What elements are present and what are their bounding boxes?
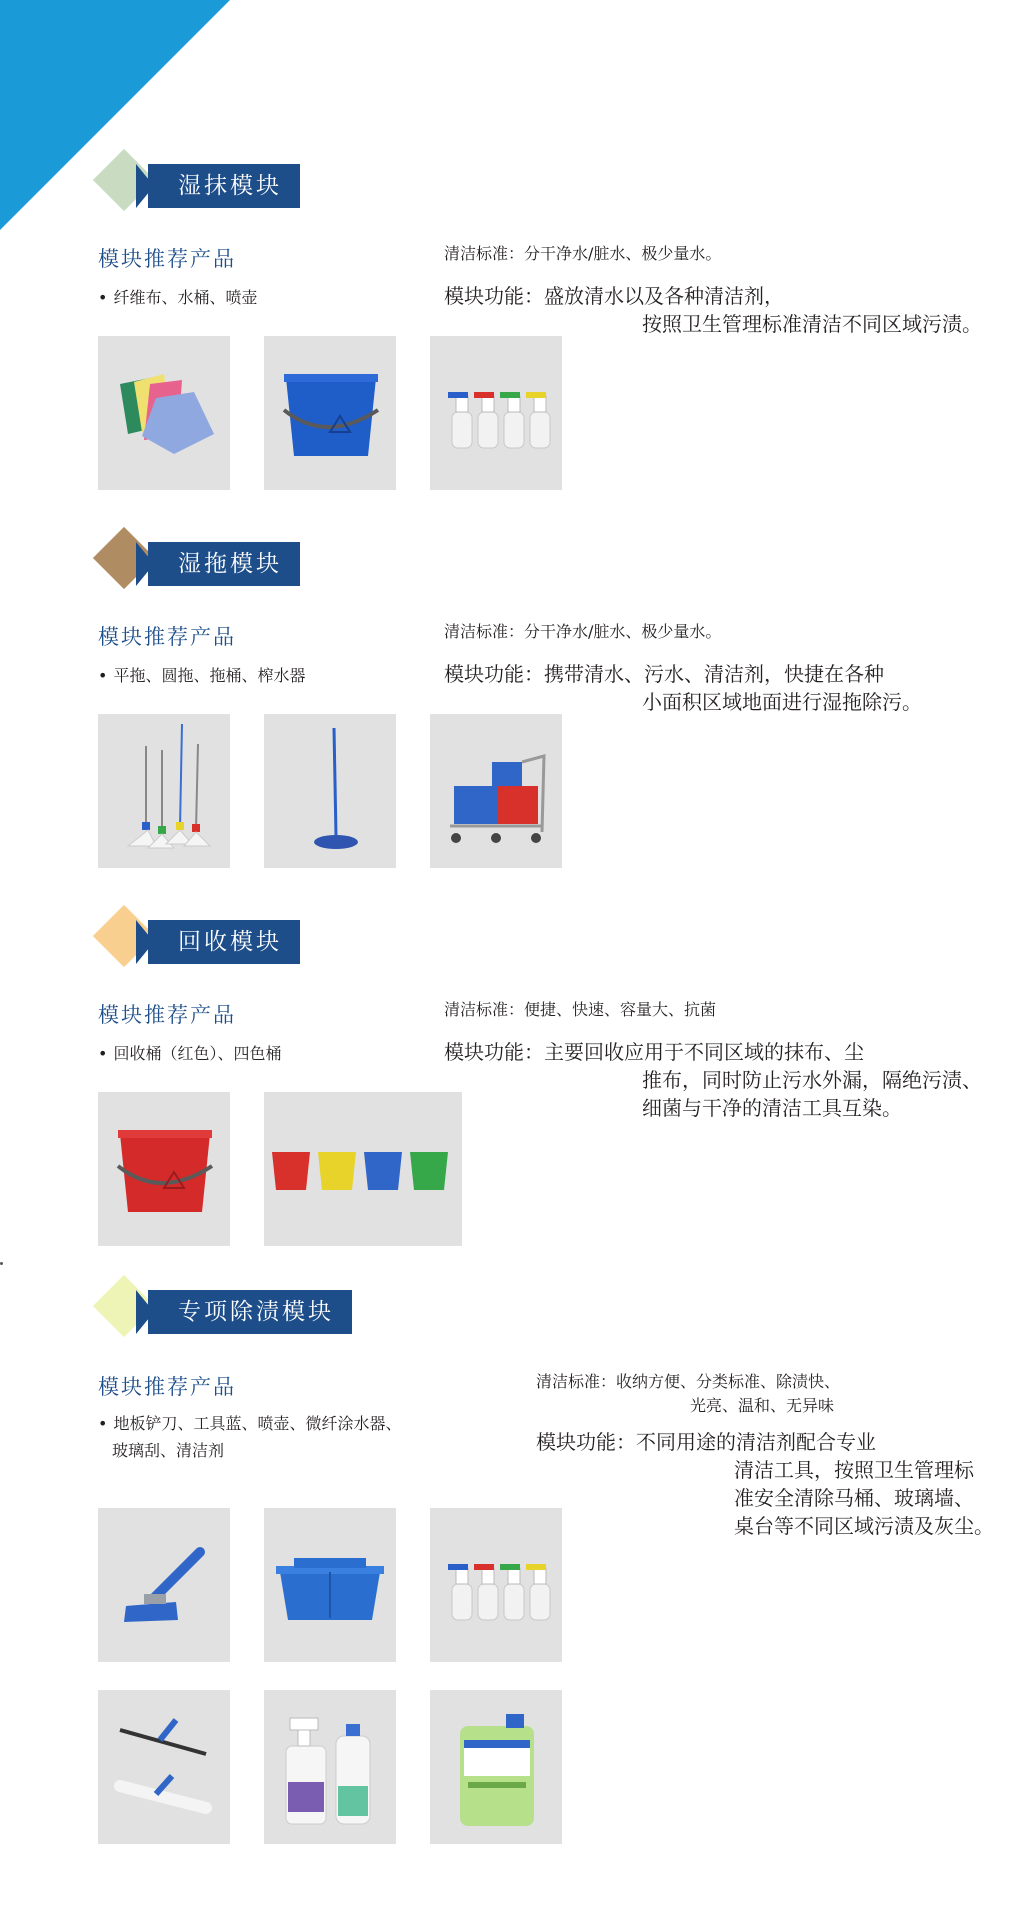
recommended-products-title: 模块推荐产品 bbox=[98, 625, 236, 649]
function-line: 清洁工具，按照卫生管理标 bbox=[734, 1458, 974, 1482]
mops-icon bbox=[98, 714, 230, 868]
four-buckets-icon bbox=[264, 1092, 462, 1246]
section-wet-wipe bbox=[0, 150, 1024, 500]
cleaning-standard-line: 清洁标准：便捷、快速、容量大、抗菌 bbox=[444, 1000, 717, 1019]
bullet-icon: • bbox=[98, 666, 108, 685]
section-title: 湿抹模块 bbox=[148, 164, 300, 208]
module-function bbox=[444, 660, 922, 716]
function-line: 模块功能：携带清水、污水、清洁剂，快捷在各种 bbox=[444, 662, 884, 686]
tool-caddy-icon bbox=[264, 1508, 396, 1662]
spray-bottles-icon bbox=[430, 1508, 562, 1662]
section-wet-mop bbox=[0, 528, 1024, 878]
cleaning-standard bbox=[444, 620, 721, 644]
cleaning-standard-line: 清洁标准：分干净水/脏水、极少量水。 bbox=[444, 244, 722, 263]
spray-bottles-image-2 bbox=[430, 1508, 562, 1662]
squeegee-icon bbox=[98, 1690, 230, 1844]
blue-bucket-icon bbox=[264, 336, 396, 490]
recommended-products-title: 模块推荐产品 bbox=[98, 1375, 236, 1399]
spray-bottles-image bbox=[430, 336, 562, 490]
product-list-text: 平拖、圆拖、拖桶、榨水器 bbox=[113, 666, 306, 685]
cleaning-standard-line: 清洁标准：分干净水/脏水、极少量水。 bbox=[444, 622, 722, 641]
microfiber-cloths-icon bbox=[98, 336, 230, 490]
window-squeegee-image bbox=[98, 1690, 230, 1844]
function-line: 按照卫生管理标准清洁不同区域污渍。 bbox=[642, 312, 982, 336]
cleaning-standard bbox=[444, 242, 721, 266]
floor-scraper-image bbox=[98, 1508, 230, 1662]
recommended-products-title: 模块推荐产品 bbox=[98, 1003, 236, 1027]
product-list bbox=[98, 662, 305, 689]
detergent-jug-image bbox=[430, 1690, 562, 1844]
cleaner-bottles-image bbox=[264, 1690, 396, 1844]
floor-scraper-icon bbox=[98, 1508, 230, 1662]
round-mop-image bbox=[264, 714, 396, 868]
function-line: 模块功能：主要回收应用于不同区域的抹布、尘 bbox=[444, 1040, 864, 1064]
four-color-buckets-image bbox=[264, 1092, 462, 1246]
bullet-icon: • bbox=[98, 1414, 108, 1433]
product-list-line: 玻璃刮、清洁剂 bbox=[112, 1441, 225, 1460]
spray-bottles-icon bbox=[430, 336, 562, 490]
function-line: 模块功能：盛放清水以及各种清洁剂， bbox=[444, 284, 784, 308]
product-list-line: 地板铲刀、工具蓝、喷壶、微纤涂水器、 bbox=[113, 1414, 402, 1433]
product-list bbox=[98, 284, 257, 311]
microfiber-cloths-image bbox=[98, 336, 230, 490]
cleaning-standard-line: 光亮、温和、无异味 bbox=[690, 1396, 835, 1415]
tool-caddy-image bbox=[264, 1508, 396, 1662]
cleaning-standard-line: 清洁标准：收纳方便、分类标准、除渍快、 bbox=[536, 1372, 841, 1391]
round-mop-icon bbox=[264, 714, 396, 868]
module-function bbox=[444, 1038, 982, 1122]
product-list bbox=[98, 1040, 281, 1067]
red-bucket-icon bbox=[98, 1092, 230, 1246]
margin-dot bbox=[0, 1262, 3, 1265]
function-line: 模块功能：不同用途的清洁剂配合专业 bbox=[536, 1430, 876, 1454]
mop-trolley-icon bbox=[430, 714, 562, 868]
function-line: 准安全清除马桶、玻璃墙、 bbox=[734, 1486, 974, 1510]
module-function bbox=[444, 282, 982, 338]
detergent-jug-icon bbox=[430, 1690, 562, 1844]
section-title: 回收模块 bbox=[148, 920, 300, 964]
section-title: 湿拖模块 bbox=[148, 542, 300, 586]
bullet-icon: • bbox=[98, 1044, 108, 1063]
bucket-image bbox=[264, 336, 396, 490]
bullet-icon: • bbox=[98, 288, 108, 307]
function-line: 桌台等不同区域污渍及灰尘。 bbox=[734, 1514, 994, 1538]
product-list bbox=[98, 1410, 401, 1464]
red-bucket-image bbox=[98, 1092, 230, 1246]
product-list-text: 纤维布、水桶、喷壶 bbox=[113, 288, 258, 307]
cleaner-bottles-icon bbox=[264, 1690, 396, 1844]
product-list-text: 回收桶（红色）、四色桶 bbox=[113, 1044, 282, 1063]
function-line: 细菌与干净的清洁工具互染。 bbox=[642, 1096, 902, 1120]
section-title: 专项除渍模块 bbox=[148, 1290, 352, 1334]
recommended-products-title: 模块推荐产品 bbox=[98, 247, 236, 271]
section-stain-removal bbox=[0, 1276, 1024, 1836]
section-recycle bbox=[0, 906, 1024, 1256]
cleaning-standard bbox=[536, 1370, 840, 1418]
module-function bbox=[536, 1428, 994, 1540]
mop-trolley-image bbox=[430, 714, 562, 868]
function-line: 推布，同时防止污水外漏，隔绝污渍、 bbox=[642, 1068, 982, 1092]
mops-image bbox=[98, 714, 230, 868]
function-line: 小面积区域地面进行湿拖除污。 bbox=[642, 690, 922, 714]
cleaning-standard bbox=[444, 998, 716, 1022]
